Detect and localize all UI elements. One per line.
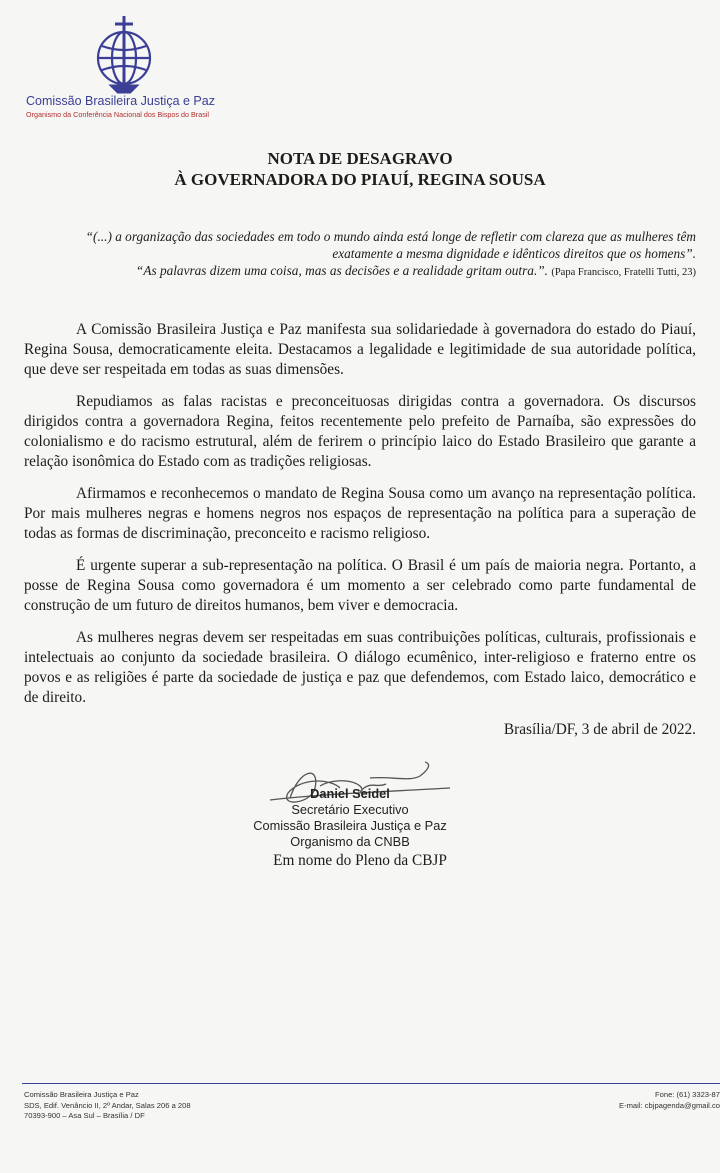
title-line-2: À GOVERNADORA DO PIAUÍ, REGINA SOUSA — [174, 170, 546, 189]
footer-email: E-mail: cbjpagenda@gmail.co — [619, 1100, 720, 1110]
epigraph — [76, 228, 696, 281]
epigraph-quote-2: “As palavras dizem uma coisa, mas as decisões e a realidade gritam outra.”. — [135, 263, 548, 278]
epigraph-quote-1: “(...) a organização das sociedades em todo o mundo ainda está longe de refletir com clareza que as mulheres têm exatamente a mesma dignidade e idênticos direitos que os homens”. — [85, 229, 696, 261]
cross-globe-seal-icon — [84, 12, 164, 94]
signature-block — [215, 786, 485, 850]
signatory-org: Comissão Brasileira Justiça e Paz — [253, 818, 447, 833]
footer-phone: Fone: (61) 3323-87 — [654, 1090, 720, 1099]
paragraph: Repudiamos as falas racistas e preconceituosas dirigidas contra a governadora. Os discursos dirigidos contra a governadora Regina, feitos recentemente pelo prefeito de Parnaíba, são expressões do colonialismo e do racismo estrutural, além de ferirem o princípio laico do Estado Brasileiro que garante a relação isonômica do Estado com as tradições religiosas. — [24, 393, 696, 470]
date-line: Brasília/DF, 3 de abril de 2022. — [503, 721, 696, 738]
footer-line: 70393-900 – Asa Sul – Brasília / DF — [24, 1111, 145, 1120]
paragraph: Afirmamos e reconhecemos o mandato de Regina Sousa como um avanço na representação política. Por mais mulheres negras e homens negros nos espaços de representação na política para a superação de todas as formas de discriminação, preconceito e racismo religioso. — [24, 485, 696, 542]
signatory-org-2: Organismo da CNBB — [290, 834, 410, 849]
paragraph: É urgente superar a sub-representação na política. O Brasil é um país de maioria negra. Portanto, a posse de Regina Sousa como governadora é um momento a ser celebrado como parte fundamental de construção de um futuro de direitos humanos, bem viver e democracia. — [24, 557, 696, 614]
document-title — [0, 148, 720, 190]
footer-line: SDS, Edif. Venâncio II, 2º Andar, Salas 206 a 208 — [24, 1100, 191, 1110]
signatory-name: Daniel Seidel — [310, 786, 390, 801]
footer-contact — [619, 1090, 720, 1111]
plenum-line: Em nome do Pleno da CBJP — [273, 852, 447, 869]
footer-address — [24, 1090, 191, 1122]
paragraph: As mulheres negras devem ser respeitadas em suas contribuições políticas, culturais, profissionais e intelectuais ao conjunto da sociedade brasileira. O diálogo ecumênico, inter-religioso e fraterno entre os povos e as religiões é parte da sociedade de justiça e paz que defendemos, com Estado laico, democrático e de direito. — [24, 629, 696, 706]
title-line-1: NOTA DE DESAGRAVO — [267, 149, 453, 168]
org-name: Comissão Brasileira Justiça e Paz — [26, 94, 215, 108]
org-subtitle: Organismo da Conferência Nacional dos Bispos do Brasil — [26, 110, 209, 119]
epigraph-line-2 — [76, 262, 696, 281]
epigraph-citation: (Papa Francisco, Fratelli Tutti, 23) — [551, 267, 696, 278]
signatory-role: Secretário Executivo — [291, 802, 409, 817]
letter-body — [24, 320, 696, 720]
footer-line: Comissão Brasileira Justiça e Paz — [24, 1090, 139, 1099]
paragraph: A Comissão Brasileira Justiça e Paz manifesta sua solidariedade à governadora do estado do Piauí, Regina Sousa, democraticamente eleita. Destacamos a legalidade e legitimidade de sua autoridade política, que deve ser respeitada em todas as suas dimensões. — [24, 321, 696, 378]
footer-divider — [22, 1083, 720, 1084]
